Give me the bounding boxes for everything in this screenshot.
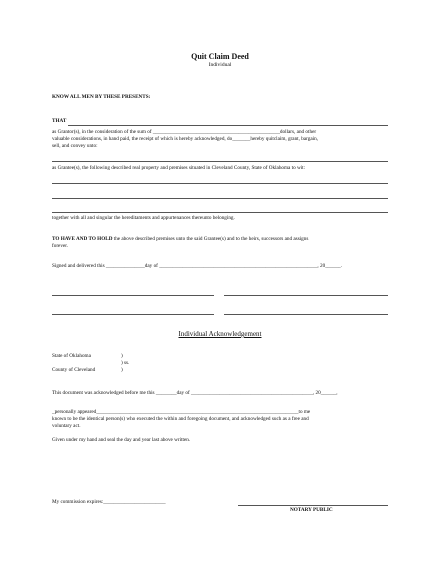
signature-line-1[interactable] [52,295,214,296]
that-label: THAT [52,118,67,124]
appeared-line-1: _personally appeared______________________________________________________________________________to me [52,409,311,415]
property-line-2[interactable] [52,198,388,199]
appeared-line-3: voluntary act. [52,423,81,429]
state-label: State of Oklahoma [52,353,91,359]
state-paren: ) [121,353,123,359]
notary-signature-line[interactable] [238,505,388,506]
property-line-3[interactable] [52,212,388,213]
ss-label: ) ss. [121,360,130,366]
county-paren: ) [121,367,123,373]
signed-line: Signed and delivered this _______________day of _____________________________________________________________, 20______. [52,263,343,269]
together-line: together with all and singular the hereditaments and appurtenances thereunto belonging. [52,215,235,221]
signature-line-2[interactable] [224,295,388,296]
page-subtitle: Individual [208,62,232,68]
page-title: Quit Claim Deed [191,52,249,61]
county-label: County of Cleveland [52,367,96,373]
signature-line-3[interactable] [52,314,214,315]
grantee-name-line[interactable] [52,161,388,162]
know-all-heading: KNOW ALL MEN BY THESE PRESENTS: [52,94,151,100]
grantor-name-line[interactable] [68,125,388,126]
forever-text: forever. [52,243,68,249]
grantor-line-1: as Grantor(s), in the consideration of the sum of _________________________________________________dollars, and other [52,129,317,135]
commission-expires: My commission expires:________________________ [52,499,166,505]
given-line: Given under my hand and seal the day and year last above written. [52,437,191,443]
to-have-line: TO HAVE AND TO HOLD the above described premises unto the said Grantee(s) and to the heirs, successors and assigns [52,236,309,242]
signature-line-4[interactable] [224,314,388,315]
property-line-1[interactable] [52,183,388,184]
appeared-line-2: known to be the identical person(s) who executed the within and foregoing document, and acknowledged such as a free and [52,416,309,422]
grantor-line-2: valuable considerations, in hand paid, the receipt of which is hereby acknowledged, do_______hereby quitclaim, grant, bargain, [52,136,318,142]
grantee-line: as Grantee(s), the following described real property and premises situated in Cleveland County, State of Oklahoma to wit: [52,165,306,171]
grantor-line-3: sell, and convey unto: [52,143,98,149]
notary-public-label: NOTARY PUBLIC [290,507,333,513]
acknowledgement-heading: Individual Acknowledgement [178,330,262,338]
ack-line: This document was acknowledged before me this ________day of _______________________________________________, 20______, [52,390,338,396]
